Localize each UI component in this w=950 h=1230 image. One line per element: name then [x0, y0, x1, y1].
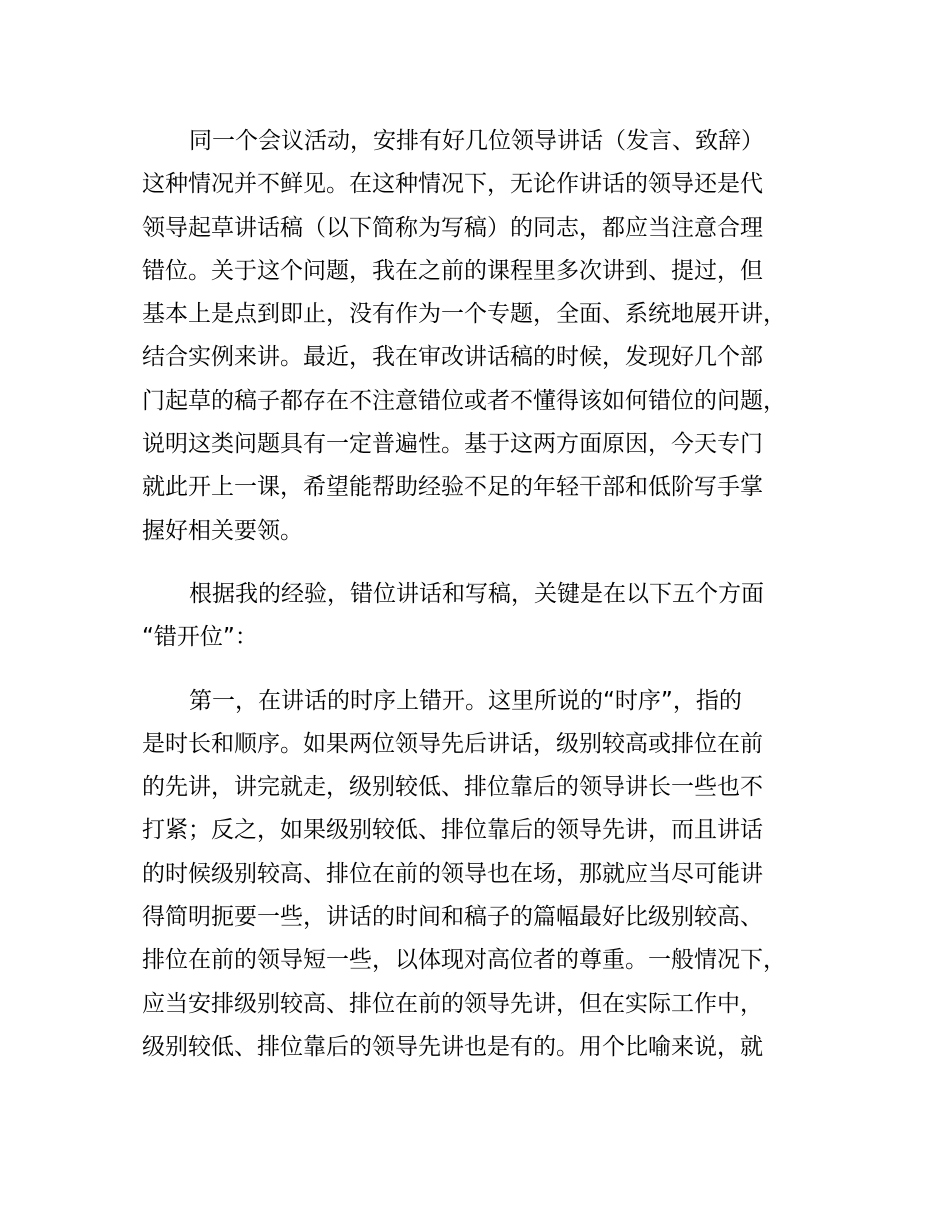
text-line: 得简明扼要一些，讲话的时间和稿子的篇幅最好比级别较高、 — [142, 904, 763, 931]
paragraph-spacing — [142, 553, 822, 573]
paragraph-3 — [142, 680, 822, 1070]
text-line: 根据我的经验，错位讲话和写稿，关键是在以下五个方面 — [189, 580, 764, 607]
text-line: 应当安排级别较高、排位在前的领导先讲，但在实际工作中， — [142, 990, 763, 1017]
text-line: 基本上是点到即止，没有作为一个专题，全面、系统地展开讲， — [142, 301, 786, 328]
body-text — [142, 120, 822, 1069]
text-line: “错开位”： — [142, 624, 258, 651]
text-line: 同一个会议活动，安排有好几位领导讲话（发言、致辞） — [189, 128, 764, 154]
text-line: 结合实例来讲。最近，我在审改讲话稿的时候，发现好几个部 — [142, 344, 763, 371]
text-line: 握好相关要领。 — [142, 517, 303, 544]
text-line: 这种情况并不鲜见。在这种情况下，无论作讲话的领导还是代 — [142, 171, 763, 198]
paragraph-spacing — [142, 660, 822, 680]
text-line: 级别较低、排位靠后的领导先讲也是有的。用个比喻来说，就 — [142, 1033, 763, 1060]
text-line: 打紧；反之，如果级别较低、排位靠后的领导先讲，而且讲话 — [142, 817, 763, 844]
paragraph-2 — [142, 573, 822, 660]
text-line: 说明这类问题具有一定普遍性。基于这两方面原因，今天专门 — [142, 431, 763, 458]
text-line: 门起草的稿子都存在不注意错位或者不懂得该如何错位的问题， — [142, 387, 786, 414]
text-line: 是时长和顺序。如果两位领导先后讲话，级别较高或排位在前 — [142, 730, 763, 757]
text-line: 就此开上一课，希望能帮助经验不足的年轻干部和低阶写手掌 — [142, 474, 763, 501]
text-line: 领导起草讲话稿（以下简称为写稿）的同志，都应当注意合理 — [142, 214, 763, 241]
text-line: 的先讲，讲完就走，级别较低、排位靠后的领导讲长一些也不 — [142, 774, 763, 801]
text-line: 第一，在讲话的时序上错开。这里所说的“时序”，指的 — [189, 687, 742, 714]
text-line: 错位。关于这个问题，我在之前的课程里多次讲到、提过，但 — [142, 257, 763, 284]
text-line: 的时候级别较高、排位在前的领导也在场，那就应当尽可能讲 — [142, 860, 763, 887]
paragraph-1 — [142, 120, 822, 553]
text-line: 排位在前的领导短一些，以体现对高位者的尊重。一般情况下， — [142, 947, 786, 974]
